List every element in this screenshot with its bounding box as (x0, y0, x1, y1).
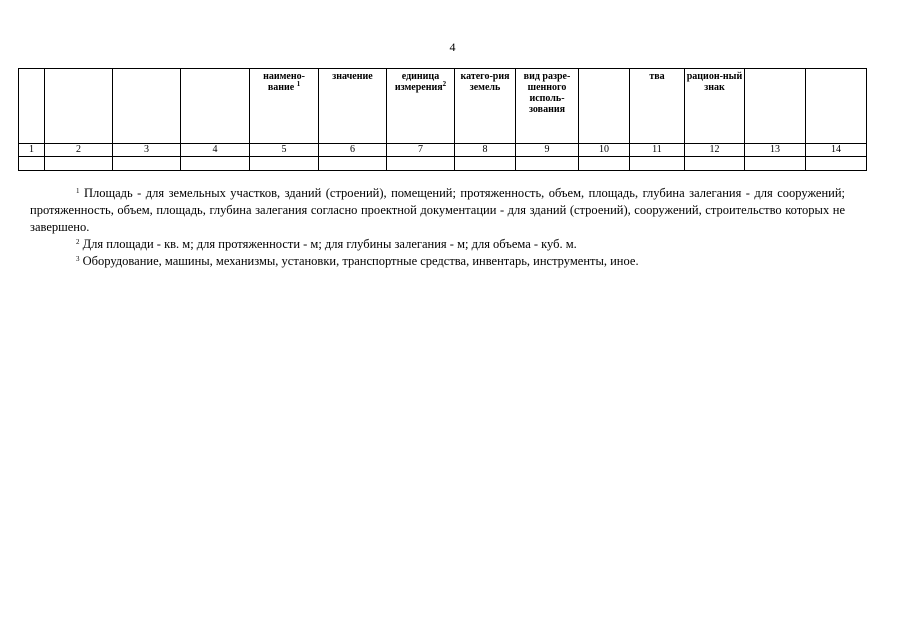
header-cell-14 (806, 69, 867, 144)
table-cell (630, 157, 685, 171)
table-row (19, 157, 867, 171)
table-cell (806, 157, 867, 171)
table-cell (455, 157, 516, 171)
column-number: 14 (806, 144, 867, 157)
header-cell-12: рацион-ный знак (685, 69, 745, 144)
header-cell-7-text: единица измерения (394, 71, 443, 93)
header-cell-8: катего-рия земель (455, 69, 516, 144)
column-number: 4 (181, 144, 250, 157)
column-number: 13 (745, 144, 806, 157)
footnote-mark: 1 (76, 187, 80, 195)
footnote-text: Площадь - для земельных участков, зданий (строений), помещений; протяженность, объем, площадь, глубина залегания - для сооружений; протяженность, объем, площадь, глубина залегания согласно проектной документации - для зданий (строений), сооружений, строительство которых не завершено. (30, 186, 846, 234)
footnote-3 (30, 253, 845, 270)
column-number: 3 (113, 144, 181, 157)
header-cell-11: тва (630, 69, 685, 144)
header-cell-10 (579, 69, 630, 144)
header-cell-6: значение (319, 69, 387, 144)
table-cell (113, 157, 181, 171)
header-cell-5 (250, 69, 319, 144)
header-cell-1 (19, 69, 45, 144)
column-number: 11 (630, 144, 685, 157)
header-cell-7-sup: 2 (442, 80, 447, 88)
table-cell (319, 157, 387, 171)
header-cell-3 (113, 69, 181, 144)
table-cell (685, 157, 745, 171)
column-number: 2 (45, 144, 113, 157)
footnote-1 (30, 185, 845, 236)
footnote-2 (30, 236, 845, 253)
footnotes (30, 185, 845, 270)
footnote-mark: 3 (76, 255, 80, 263)
footnote-text: Оборудование, машины, механизмы, установки, транспортные средства, инвентарь, инструменты, иное. (82, 254, 639, 268)
table-cell (19, 157, 45, 171)
footnote-mark: 2 (76, 238, 80, 246)
column-number: 5 (250, 144, 319, 157)
header-cell-4 (181, 69, 250, 144)
column-number: 8 (455, 144, 516, 157)
footnote-text: Для площади - кв. м; для протяженности - м; для глубины залегания - м; для объема - куб. м. (82, 237, 577, 251)
table-cell (45, 157, 113, 171)
header-cell-13 (745, 69, 806, 144)
column-number: 1 (19, 144, 45, 157)
header-cell-5-sup: 1 (296, 80, 301, 88)
header-cell-2 (45, 69, 113, 144)
table-cell (745, 157, 806, 171)
table-cell (579, 157, 630, 171)
column-number: 12 (685, 144, 745, 157)
table-cell (387, 157, 455, 171)
column-number: 7 (387, 144, 455, 157)
table-cell (181, 157, 250, 171)
column-number-row (19, 144, 867, 157)
header-cell-9: вид разре-шенного исполь-зования (516, 69, 579, 144)
registry-table (18, 68, 867, 171)
table-cell (250, 157, 319, 171)
page-number: 4 (449, 40, 456, 54)
column-number: 6 (319, 144, 387, 157)
table-header-row (19, 69, 867, 144)
header-cell-7 (387, 69, 455, 144)
header-cell-5-text: наимено-вание (263, 71, 305, 93)
table-cell (516, 157, 579, 171)
column-number: 10 (579, 144, 630, 157)
column-number: 9 (516, 144, 579, 157)
